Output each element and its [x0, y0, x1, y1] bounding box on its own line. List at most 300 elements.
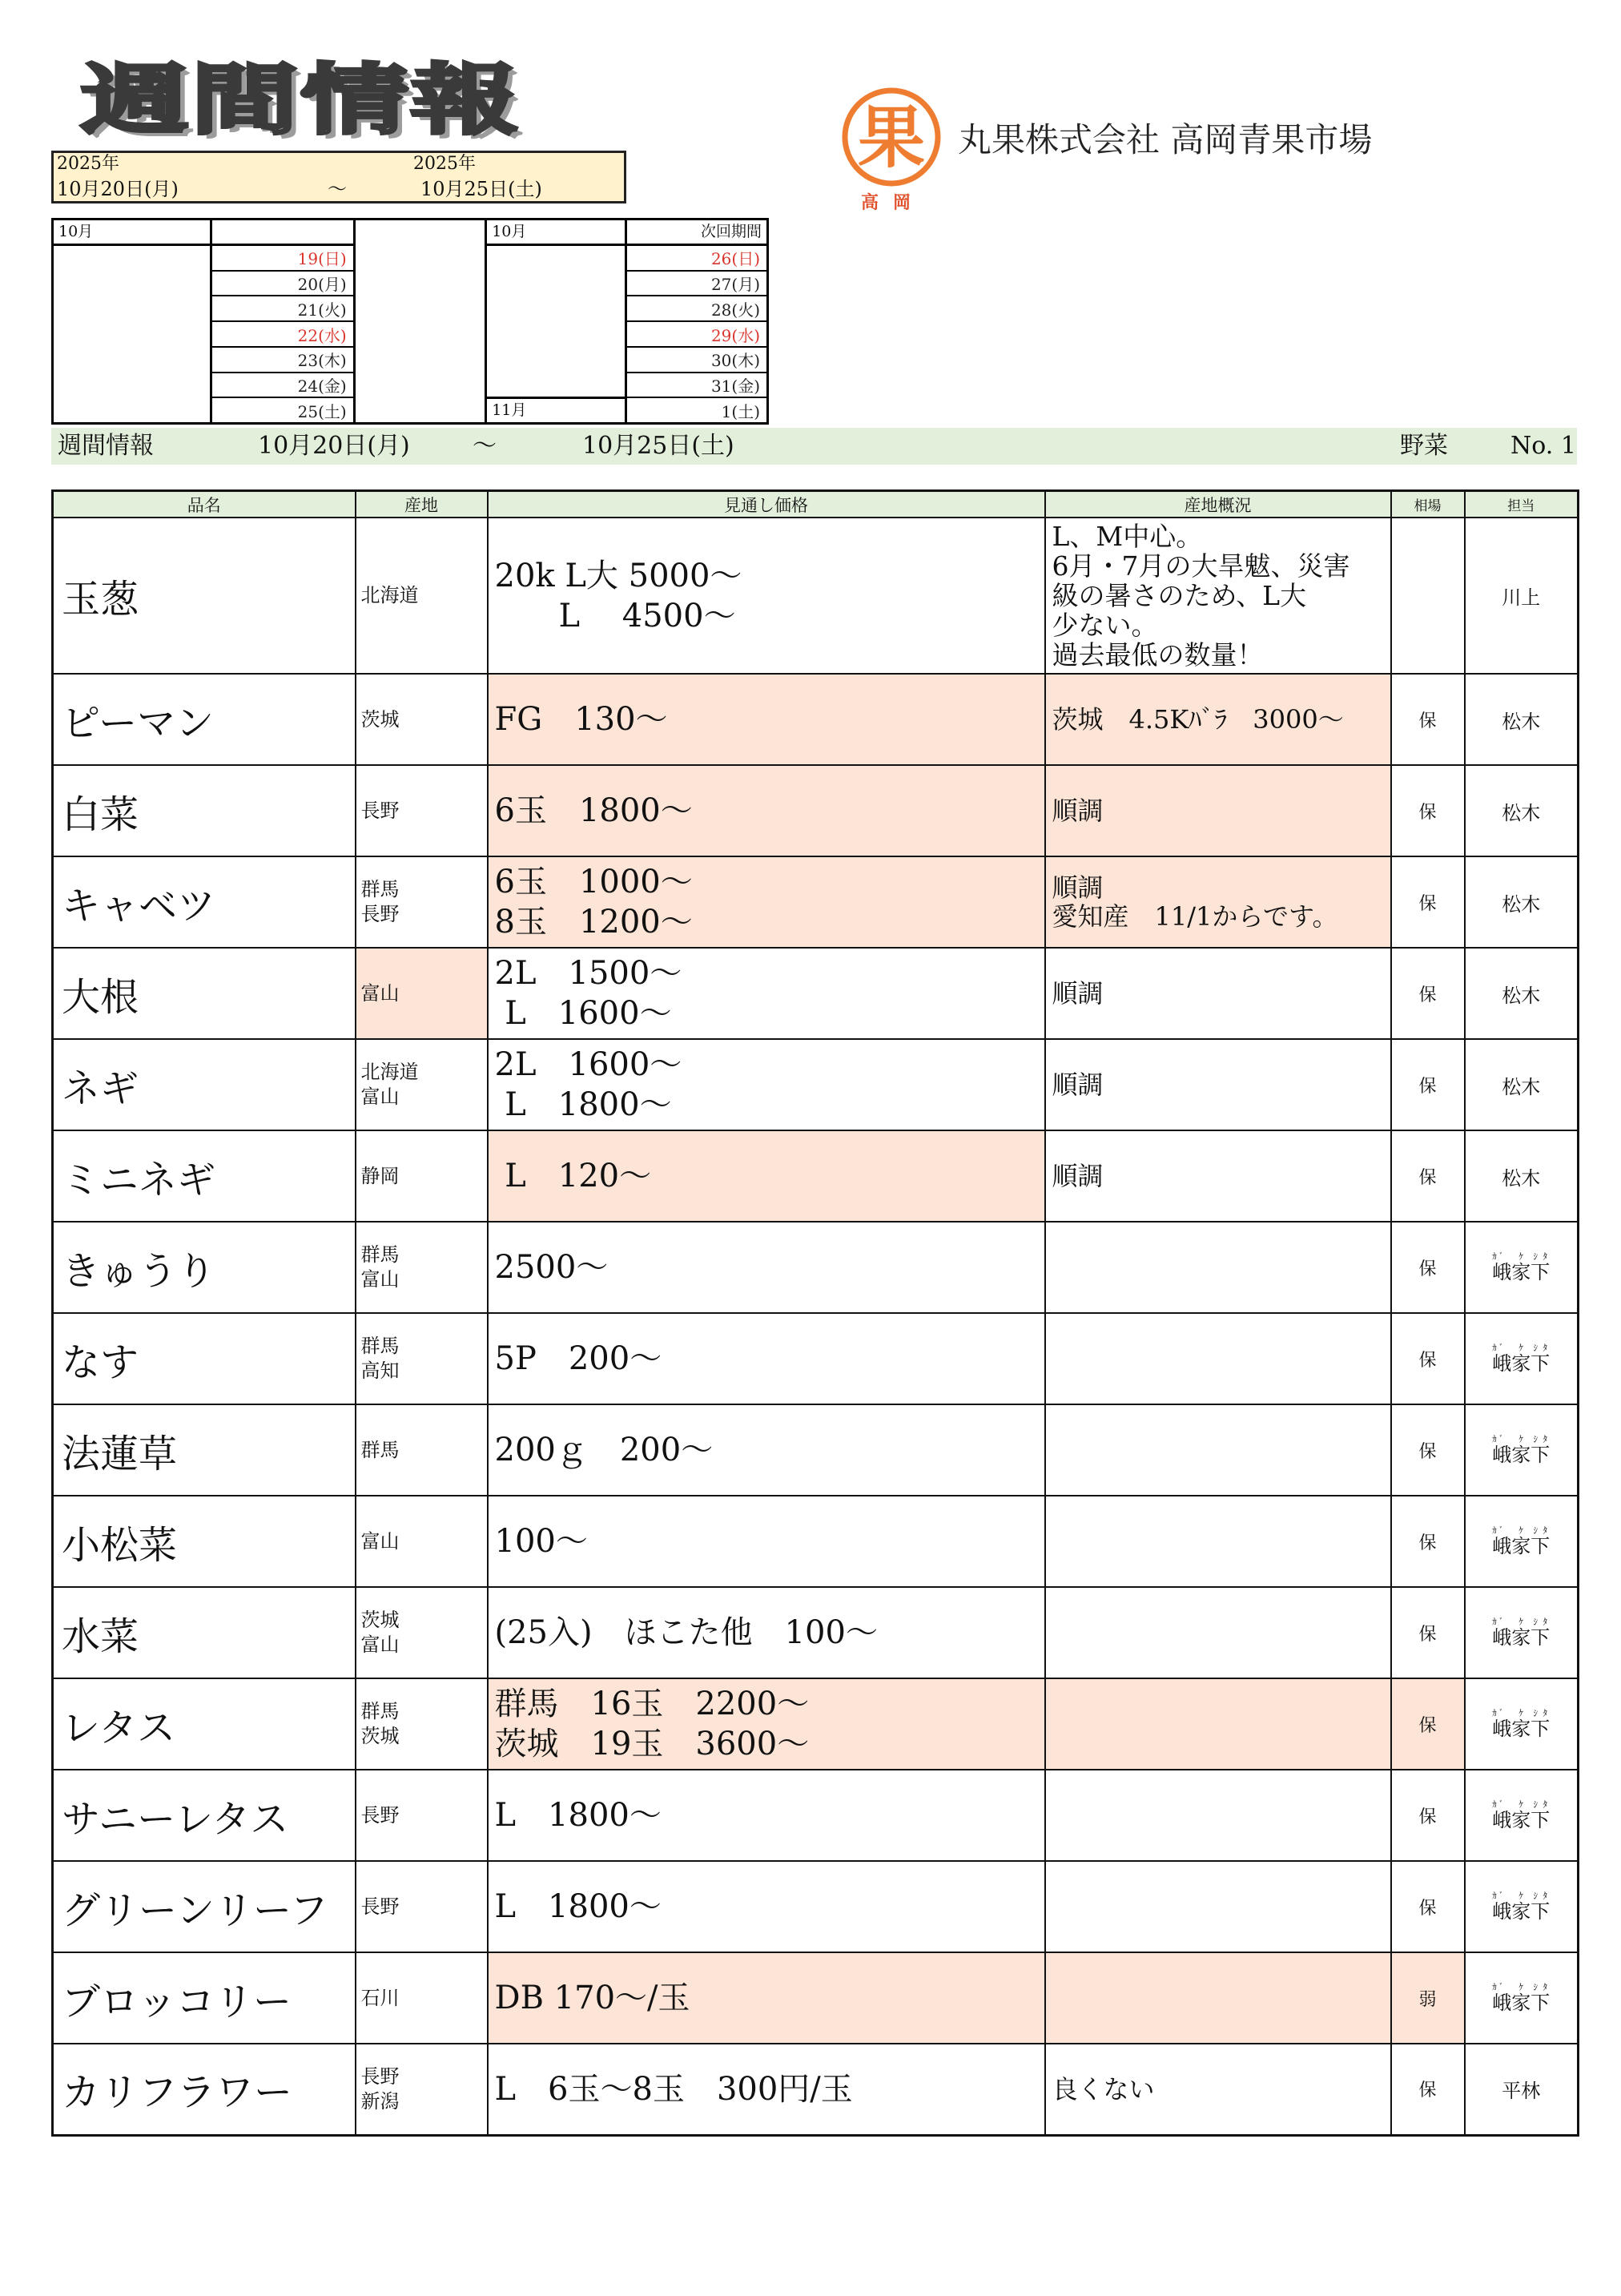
table-row: [53, 1039, 1579, 1130]
staff-name-ruby: [1530, 1525, 1551, 1557]
item-name-cell: [53, 765, 356, 856]
origin-line: 群馬: [360, 878, 400, 900]
market-cell: [1391, 948, 1465, 1039]
item-name-cell: [53, 1952, 356, 2044]
price-line: FG 130～: [494, 701, 668, 738]
staff-name-reading: ｼﾀ: [1530, 1525, 1551, 1536]
item-name: 大根: [62, 974, 139, 1020]
calendar-day: 31(金): [627, 373, 766, 397]
page-title: 週間情報: [81, 55, 521, 145]
status-line: 良くない: [1052, 2073, 1155, 2105]
market-cell: [1391, 674, 1465, 765]
staff-cell: [1465, 1952, 1579, 2044]
staff-name-ruby: [1511, 1433, 1531, 1466]
calendar-current-days: [212, 246, 352, 422]
price-line: 5P 200～: [494, 1340, 662, 1377]
header-expected-price: 見通し価格: [488, 491, 1045, 518]
origin-cell: [356, 674, 488, 765]
price-line: L 6玉～8玉 300円/玉: [494, 2070, 853, 2108]
status-cell: [1045, 948, 1391, 1039]
price-line: L 1800～: [494, 1888, 662, 1925]
price-line: 茨城 19玉 3600～: [494, 1726, 810, 1762]
staff-name-char: 下: [1530, 1260, 1551, 1283]
staff-name-ruby: [1492, 1799, 1512, 1831]
staff-name-char: 峨: [1492, 1717, 1512, 1740]
staff-name: 松木: [1502, 1075, 1541, 1098]
item-name-cell: [53, 1678, 356, 1770]
calendar-current-month-column: [54, 220, 210, 422]
staff-name-char: 家: [1511, 1443, 1531, 1466]
calendar-day: 27(月): [627, 272, 766, 296]
price-cell: [488, 674, 1045, 765]
market-cell: [1391, 2044, 1465, 2135]
staff-name: 松木: [1502, 984, 1541, 1007]
staff-name-reading: ｶﾞ: [1492, 1981, 1512, 1992]
item-name-cell: [53, 1039, 356, 1130]
calendar-day: 26(日): [627, 246, 766, 270]
staff-name-ruby: [1511, 1616, 1531, 1649]
item-name: ネギ: [62, 1065, 139, 1111]
calendar-day: 22(水): [212, 322, 352, 346]
staff-name-reading: ｼﾀ: [1530, 1616, 1551, 1627]
origin-line: 長野: [360, 1895, 400, 1918]
banner-separator: ～: [473, 432, 497, 460]
staff-name-char: 峨: [1492, 1808, 1512, 1831]
staff-name-char: 下: [1530, 1351, 1551, 1375]
banner-end-date: 10月25日(土): [582, 432, 734, 460]
calendar-spacer: [356, 220, 485, 422]
staff-cell: [1465, 1861, 1579, 1952]
market-cell: [1391, 518, 1465, 674]
calendar-next-end-month-label: 11月: [487, 399, 624, 422]
staff-cell: [1465, 1404, 1579, 1496]
table-row: [53, 1130, 1579, 1222]
header-origin-status: 産地概況: [1045, 491, 1391, 518]
origin-cell: [356, 1678, 488, 1770]
market-trend: 保: [1418, 2080, 1437, 2101]
price-line: L 4500～: [494, 597, 736, 634]
item-name-cell: [53, 1587, 356, 1678]
staff-name-reading: ｹ: [1511, 1799, 1531, 1810]
item-name-cell: [53, 1404, 356, 1496]
origin-line: 高知: [360, 1359, 400, 1382]
origin-line: 北海道: [360, 584, 419, 606]
period-start-year: 2025年: [57, 154, 119, 174]
origin-line: 石川: [360, 1986, 400, 2009]
market-trend: 保: [1418, 711, 1437, 731]
header-market: 相場: [1391, 491, 1465, 518]
staff-name-char: 峨: [1492, 1260, 1512, 1283]
staff-name-char: 家: [1511, 1625, 1531, 1649]
price-line: 6玉 1800～: [494, 792, 693, 829]
item-name-cell: [53, 1770, 356, 1861]
status-cell: [1045, 1678, 1391, 1770]
calendar-next-month-body: [487, 246, 624, 397]
staff-name-ruby: [1530, 1616, 1551, 1649]
origin-cell: [356, 2044, 488, 2135]
staff-name-char: 下: [1530, 1899, 1551, 1923]
status-line: 順調: [1052, 1069, 1104, 1100]
calendar-current-days-header: [212, 220, 352, 244]
market-trend: 保: [1418, 985, 1437, 1005]
price-line: 2L 1600～: [494, 1046, 682, 1083]
status-cell: [1045, 674, 1391, 765]
header-origin: 産地: [356, 491, 488, 518]
staff-name-char: 家: [1511, 1351, 1531, 1375]
calendar-spacer-column: [356, 220, 485, 422]
calendar-next-days-column: [627, 220, 766, 422]
item-name: ピーマン: [62, 700, 215, 746]
calendar-next-days: [627, 246, 766, 422]
price-cell: [488, 1039, 1045, 1130]
staff-name-ruby: [1492, 1707, 1512, 1740]
status-line: 愛知産 11/1からです。: [1052, 901, 1338, 932]
price-cell: [488, 1222, 1045, 1313]
staff-name-reading: ｹ: [1511, 1433, 1531, 1444]
staff-name: 松木: [1502, 892, 1541, 916]
staff-name-ruby: [1530, 1707, 1551, 1740]
staff-name-char: 峨: [1492, 1991, 1512, 2014]
staff-name-ruby: [1492, 1890, 1512, 1923]
status-line: 少ない。: [1052, 610, 1158, 641]
staff-name-char: 峨: [1492, 1534, 1512, 1557]
origin-line: 長野: [360, 1803, 400, 1827]
price-cell: [488, 856, 1045, 948]
staff-cell: [1465, 674, 1579, 765]
price-cell: [488, 518, 1045, 674]
table-row: [53, 518, 1579, 674]
price-cell: [488, 1587, 1045, 1678]
staff-cell: [1465, 856, 1579, 948]
staff-name: 松木: [1502, 801, 1541, 824]
staff-name-char: 峨: [1492, 1625, 1512, 1649]
price-line: 群馬 16玉 2200～: [494, 1686, 810, 1722]
calendar-current-days-column: [212, 220, 352, 422]
status-cell: [1045, 1130, 1391, 1222]
table-body: [53, 518, 1579, 2135]
status-line: 級の暑さのため、L大: [1052, 580, 1307, 611]
price-cell: [488, 1861, 1045, 1952]
price-cell: [488, 1313, 1045, 1404]
staff-cell: [1465, 2044, 1579, 2135]
origin-cell: [356, 1222, 488, 1313]
price-cell: [488, 948, 1045, 1039]
calendar-day: 25(土): [212, 398, 352, 422]
table-row: [53, 1587, 1579, 1678]
origin-line: 富山: [360, 1633, 400, 1656]
table-row: [53, 1678, 1579, 1770]
header-item-name: 品名: [53, 491, 356, 518]
price-cell: [488, 1496, 1045, 1587]
market-trend: 保: [1418, 1715, 1437, 1736]
staff-name: 川上: [1502, 586, 1541, 609]
price-line: L 1800～: [494, 1086, 672, 1123]
status-cell: [1045, 1861, 1391, 1952]
market-cell: [1391, 1130, 1465, 1222]
price-line: 8玉 1200～: [494, 904, 693, 941]
item-name: 小松菜: [62, 1522, 178, 1568]
status-cell: [1045, 2044, 1391, 2135]
staff-name-reading: ｶﾞ: [1492, 1251, 1512, 1262]
market-trend: 保: [1418, 893, 1437, 914]
calendar-day: 28(火): [627, 296, 766, 320]
market-trend: 保: [1418, 1807, 1437, 1827]
price-line: 6玉 1000～: [494, 864, 693, 900]
company-name: 丸果株式会社 高岡青果市場: [958, 120, 1373, 159]
status-line: 6月・7月の大旱魃、災害: [1052, 550, 1350, 582]
status-line: L、M中心。: [1052, 521, 1203, 552]
staff-cell: [1465, 1496, 1579, 1587]
status-cell: [1045, 765, 1391, 856]
market-trend: 保: [1418, 1533, 1437, 1553]
market-cell: [1391, 1678, 1465, 1770]
price-cell: [488, 1130, 1045, 1222]
staff-name-reading: ｹ: [1511, 1525, 1531, 1536]
origin-cell: [356, 765, 488, 856]
staff-name-ruby: [1492, 1616, 1512, 1649]
item-name-cell: [53, 1222, 356, 1313]
staff-name-char: 下: [1530, 1625, 1551, 1649]
item-name: きゅうり: [62, 1248, 216, 1294]
origin-line: 群馬: [360, 1438, 400, 1461]
section-banner: [51, 428, 1577, 465]
staff-name-reading: ｼﾀ: [1530, 1433, 1551, 1444]
item-name-cell: [53, 674, 356, 765]
price-cell: [488, 765, 1045, 856]
banner-start-date: 10月20日(月): [258, 432, 410, 460]
price-line: 2500～: [494, 1249, 609, 1286]
calendar-current-month-body: [54, 246, 210, 422]
banner-title: 週間情報: [58, 432, 154, 460]
calendar-day: 30(木): [627, 348, 766, 372]
market-trend: 保: [1418, 1259, 1437, 1279]
origin-cell: [356, 856, 488, 948]
staff-name-ruby: [1511, 1251, 1531, 1283]
status-cell: [1045, 1039, 1391, 1130]
price-line: L 1800～: [494, 1797, 662, 1834]
status-line: 順調: [1052, 796, 1104, 826]
calendar-current-month-label: 10月: [54, 220, 210, 244]
market-cell: [1391, 856, 1465, 948]
status-cell: [1045, 1222, 1391, 1313]
status-line: 過去最低の数量！: [1052, 639, 1264, 671]
staff-name-ruby: [1530, 1342, 1551, 1375]
market-cell: [1391, 1770, 1465, 1861]
staff-name-reading: ｹ: [1511, 1707, 1531, 1718]
item-name: 水菜: [62, 1613, 139, 1659]
logo-mark: 果: [857, 99, 926, 177]
status-cell: [1045, 1770, 1391, 1861]
calendar-next-month-label: 10月: [487, 220, 624, 244]
staff-name-char: 家: [1511, 1991, 1531, 2014]
status-line: 順調: [1052, 978, 1104, 1009]
item-name: 白菜: [62, 792, 139, 837]
status-cell: [1045, 1313, 1391, 1404]
table-row: [53, 1404, 1579, 1496]
origin-line: 群馬: [360, 1335, 400, 1357]
staff-name-reading: ｼﾀ: [1530, 1707, 1551, 1718]
status-cell: [1045, 1404, 1391, 1496]
market-cell: [1391, 765, 1465, 856]
calendar-day: 19(日): [212, 246, 352, 270]
staff-name-char: 家: [1511, 1534, 1531, 1557]
market-cell: [1391, 1313, 1465, 1404]
origin-cell: [356, 518, 488, 674]
table-row: [53, 765, 1579, 856]
status-line: 茨城 4.5Kﾊﾞﾗ 3000～: [1052, 704, 1344, 735]
item-name-cell: [53, 856, 356, 948]
origin-cell: [356, 1770, 488, 1861]
calendar-day: 29(水): [627, 322, 766, 346]
calendar-day: 24(金): [212, 373, 352, 397]
staff-name-char: 峨: [1492, 1899, 1512, 1923]
origin-line: 群馬: [360, 1700, 400, 1722]
table-row: [53, 1496, 1579, 1587]
item-name: カリフラワー: [62, 2070, 293, 2116]
logo-caption: 高岡: [860, 193, 926, 213]
table-row: [53, 856, 1579, 948]
staff-name-ruby: [1511, 1799, 1531, 1831]
origin-line: 群馬: [360, 1243, 400, 1266]
price-line: L 120～: [494, 1158, 652, 1194]
staff-name-reading: ｹ: [1511, 1981, 1531, 1992]
calendar-next-month-column: [487, 220, 624, 422]
market-cell: [1391, 1587, 1465, 1678]
staff-name-reading: ｶﾞ: [1492, 1890, 1512, 1901]
table-row: [53, 1222, 1579, 1313]
market-trend: 保: [1418, 1076, 1437, 1097]
price-line: 2L 1500～: [494, 955, 682, 992]
origin-line: 北海道: [360, 1061, 419, 1083]
staff-cell: [1465, 1222, 1579, 1313]
staff-cell: [1465, 765, 1579, 856]
staff-cell: [1465, 1313, 1579, 1404]
staff-cell: [1465, 1587, 1579, 1678]
status-cell: [1045, 1587, 1391, 1678]
price-cell: [488, 1770, 1045, 1861]
status-cell: [1045, 856, 1391, 948]
item-name: レタス: [62, 1705, 176, 1750]
item-name: サニーレタス: [62, 1796, 289, 1842]
staff-name-char: 下: [1530, 1717, 1551, 1740]
banner-category: 野菜: [1400, 432, 1448, 460]
calendar-next-period-header: 次回期間: [627, 220, 766, 244]
table-row: [53, 1952, 1579, 2044]
staff-name-ruby: [1492, 1342, 1512, 1375]
item-name: なす: [62, 1339, 139, 1385]
market-trend: 保: [1418, 1441, 1437, 1462]
origin-line: 富山: [360, 981, 400, 1005]
origin-cell: [356, 1496, 488, 1587]
price-cell: [488, 1404, 1045, 1496]
item-name-cell: [53, 948, 356, 1039]
staff-name-char: 峨: [1492, 1351, 1512, 1375]
staff-cell: [1465, 1678, 1579, 1770]
staff-name-ruby: [1511, 1981, 1531, 2014]
market-cell: [1391, 1861, 1465, 1952]
staff-name-ruby: [1530, 1981, 1551, 2014]
item-name: キャベツ: [62, 883, 216, 928]
origin-line: 茨城: [360, 1609, 400, 1631]
staff-name-ruby: [1530, 1251, 1551, 1283]
origin-line: 長野: [360, 2064, 400, 2088]
staff-name-reading: ｼﾀ: [1530, 1890, 1551, 1901]
staff-name-ruby: [1492, 1251, 1512, 1283]
header-staff: 担当: [1465, 491, 1579, 518]
period-separator: ～: [328, 178, 347, 200]
staff-name-ruby: [1492, 1981, 1512, 2014]
staff-name-char: 家: [1511, 1899, 1531, 1923]
origin-line: 富山: [360, 1086, 400, 1108]
staff-name-reading: ｼﾀ: [1530, 1251, 1551, 1262]
item-name: グリーンリーフ: [62, 1887, 328, 1933]
table-row: [53, 1770, 1579, 1861]
staff-name-char: 峨: [1492, 1443, 1512, 1466]
price-cell: [488, 1678, 1045, 1770]
calendar-day: 23(木): [212, 348, 352, 372]
staff-name-reading: ｹ: [1511, 1251, 1531, 1262]
origin-line: 長野: [360, 799, 400, 822]
staff-name-reading: ｼﾀ: [1530, 1342, 1551, 1353]
staff-name-reading: ｶﾞ: [1492, 1433, 1512, 1444]
table-row: [53, 2044, 1579, 2135]
staff-name-char: 下: [1530, 1808, 1551, 1831]
item-name: ブロッコリー: [62, 1979, 292, 2024]
item-name-cell: [53, 2044, 356, 2135]
origin-cell: [356, 948, 488, 1039]
period-start-date: 10月20日(月): [57, 178, 179, 200]
staff-name-ruby: [1511, 1342, 1531, 1375]
table-header-row: [53, 491, 1579, 518]
market-trend: 弱: [1418, 1989, 1437, 2010]
calendar-day: 20(月): [212, 272, 352, 296]
market-trend: 保: [1418, 1898, 1437, 1919]
staff-name: 平林: [1502, 2080, 1541, 2103]
staff-name-reading: ｹ: [1511, 1342, 1531, 1353]
staff-name-reading: ｶﾞ: [1492, 1707, 1512, 1718]
staff-name-reading: ｶﾞ: [1492, 1342, 1512, 1353]
calendar: [51, 218, 769, 425]
origin-cell: [356, 1861, 488, 1952]
staff-name-char: 下: [1530, 1991, 1551, 2014]
status-cell: [1045, 1496, 1391, 1587]
market-cell: [1391, 1496, 1465, 1587]
staff-cell: [1465, 1039, 1579, 1130]
staff-name-reading: ｹ: [1511, 1890, 1531, 1901]
status-line: 順調: [1052, 872, 1104, 903]
staff-name: 松木: [1502, 710, 1541, 733]
staff-name-char: 家: [1511, 1717, 1531, 1740]
table-row: [53, 1861, 1579, 1952]
item-name-cell: [53, 1313, 356, 1404]
status-cell: [1045, 1952, 1391, 2044]
item-name: 玉葱: [62, 577, 139, 622]
origin-line: 茨城: [360, 1725, 400, 1747]
staff-name-ruby: [1492, 1525, 1512, 1557]
item-name-cell: [53, 1130, 356, 1222]
market-trend: 保: [1418, 1624, 1437, 1645]
market-trend: 保: [1418, 1167, 1437, 1188]
origin-line: 茨城: [360, 707, 400, 731]
status-line: 順調: [1052, 1161, 1104, 1191]
table-row: [53, 674, 1579, 765]
staff-name-reading: ｼﾀ: [1530, 1981, 1551, 1992]
item-name-cell: [53, 1496, 356, 1587]
origin-cell: [356, 1039, 488, 1130]
period-end-date: 10月25日(土): [420, 178, 542, 200]
origin-line: 静岡: [360, 1164, 400, 1187]
staff-name-reading: ｹ: [1511, 1616, 1531, 1627]
